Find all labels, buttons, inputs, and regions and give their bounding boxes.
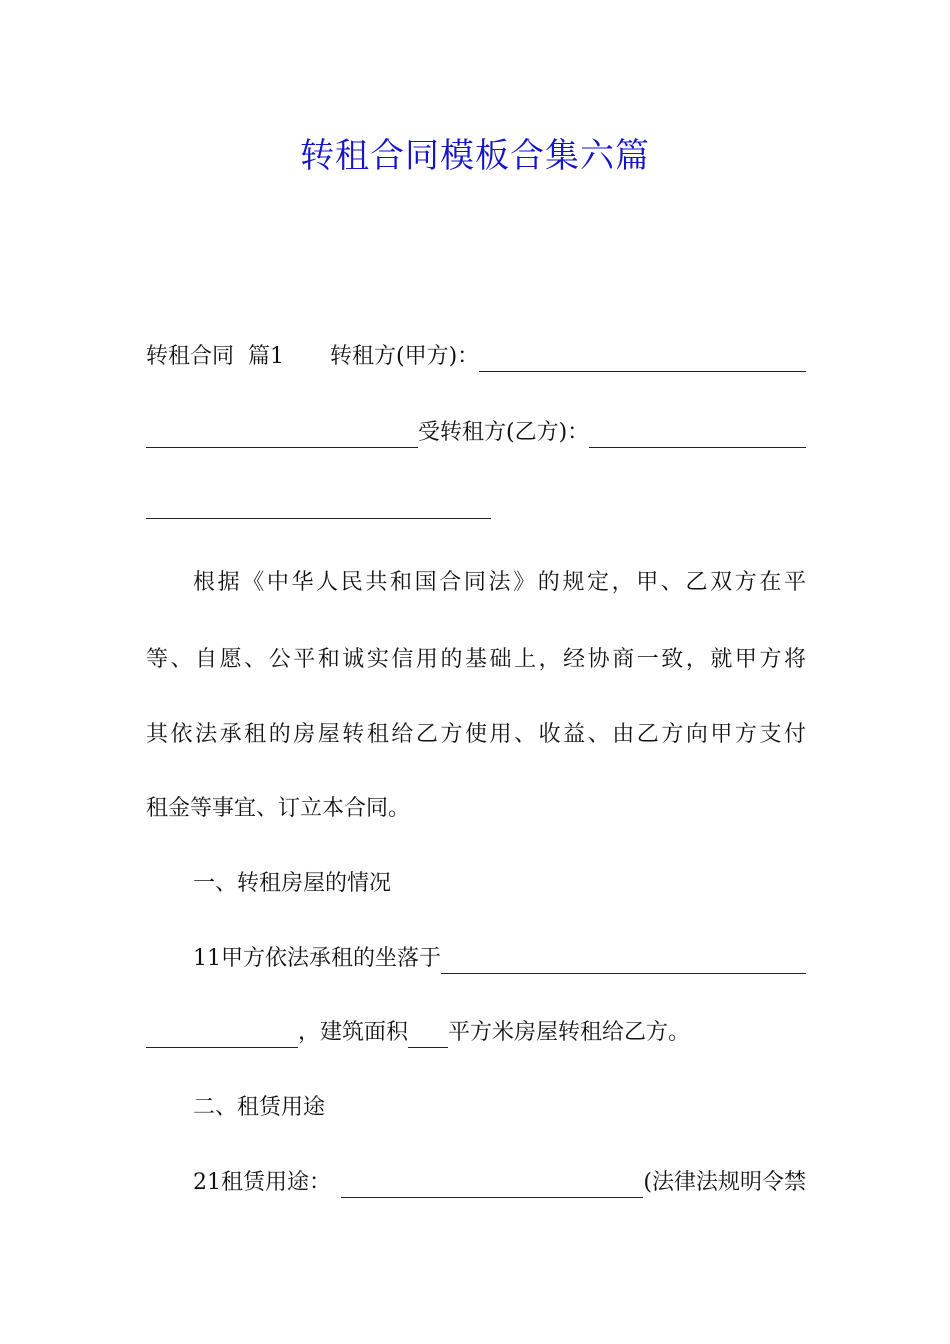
sublessee-line	[146, 418, 806, 448]
sublessor-blank-cont	[146, 423, 418, 448]
section-2-heading: 二、租赁用途	[193, 1095, 326, 1120]
intro-line-2: 等、自愿、公平和诚实信用的基础上，经协商一致，就甲方将	[146, 647, 806, 672]
sublessor-label: 转租方(甲方)：	[330, 344, 480, 369]
document-title: 转租合同模板合集六篇	[300, 136, 650, 176]
section-label: 转租合同	[146, 344, 235, 369]
intro-line-1: 根据《中华人民共和国合同法》的规定，甲、乙双方在平	[193, 570, 806, 595]
section-1-heading: 一、转租房屋的情况	[193, 871, 392, 896]
usage-blank	[341, 1173, 643, 1198]
section-1-item: 11甲方依法承租的坐落于	[193, 944, 806, 974]
section-2-item: 21租赁用途： (法律法规明令禁	[193, 1168, 806, 1198]
intro-line-3: 其依法承租的房屋转租给乙方使用、收益、由乙方向甲方支付	[146, 722, 806, 747]
section-1-item-cont: ，建筑面积 平方米房屋转租给乙方。	[146, 1018, 806, 1048]
sublessee-blank-cont	[146, 494, 491, 519]
sublessee-blank	[589, 423, 806, 448]
location-blank-cont	[146, 1023, 298, 1048]
location-blank	[441, 949, 806, 974]
intro-line-4: 租金等事宜、订立本合同。	[146, 796, 411, 821]
sublessee-blank-line	[146, 494, 806, 519]
sublessee-label: 受转租方(乙方)：	[418, 420, 590, 445]
part-label: 篇1	[248, 344, 285, 369]
area-blank	[408, 1023, 448, 1048]
party-line	[146, 342, 806, 372]
sublessor-blank	[479, 347, 806, 372]
